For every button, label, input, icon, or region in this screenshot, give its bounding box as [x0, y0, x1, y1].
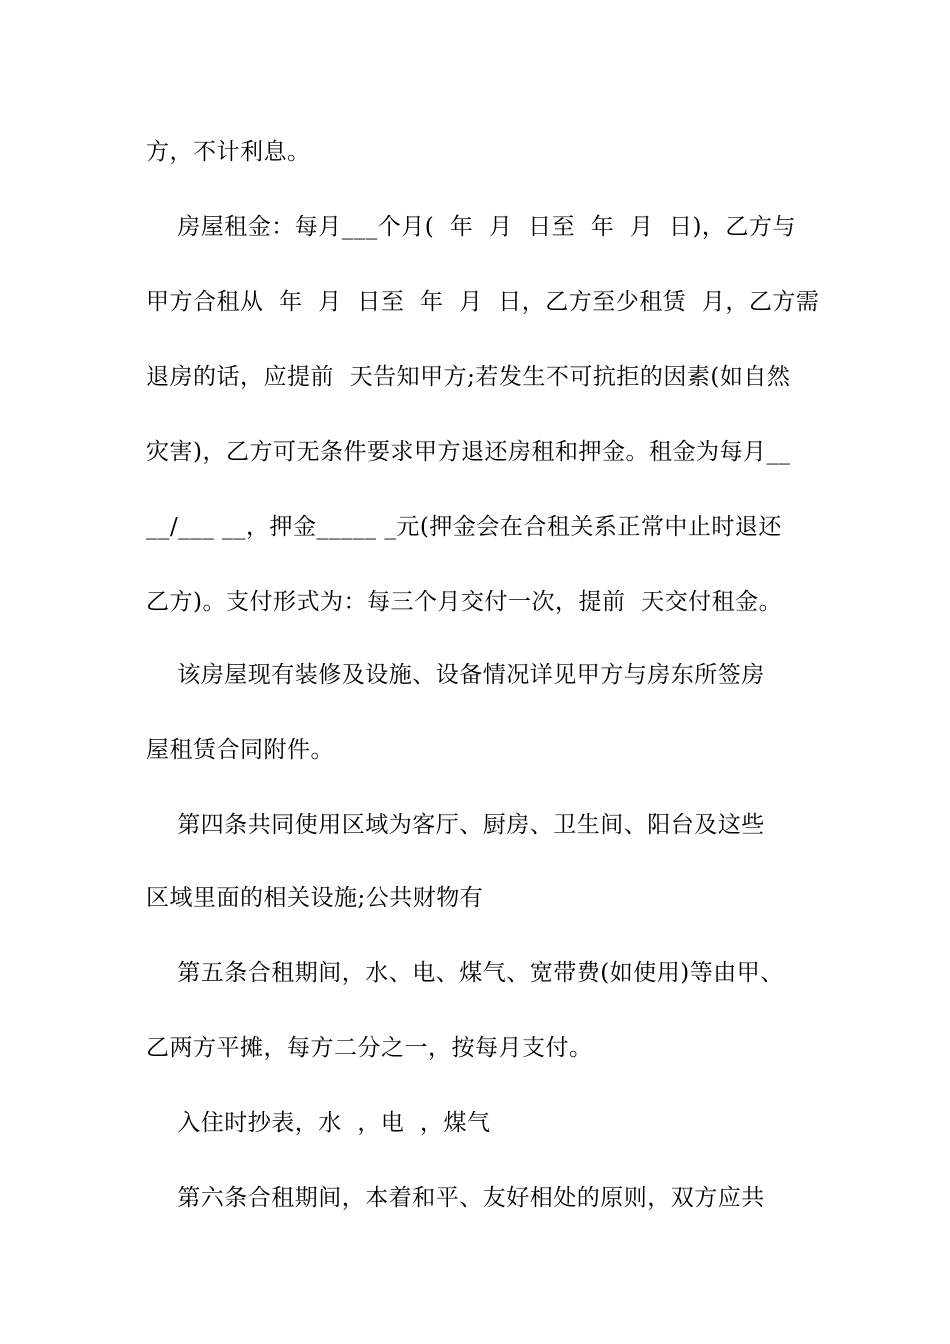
- text-line: 第五条合租期间，水、电、煤气、宽带费(如使用)等由甲、: [146, 960, 784, 986]
- text-line: 灾害)，乙方可无条件要求甲方退还房租和押金。租金为每月__: [146, 439, 791, 465]
- text-line: 入住时抄表，水 ，电 ，煤气: [146, 1110, 491, 1136]
- text-line: 乙方)。支付形式为：每三个月交付一次，提前 天交付租金。: [146, 589, 783, 615]
- text-line: 方，不计利息。: [146, 139, 311, 165]
- text-line: 区域里面的相关设施;公共财物有: [146, 885, 484, 911]
- text-line: 第四条共同使用区域为客厅、厨房、卫生间、阳台及这些: [146, 812, 765, 838]
- text-line: 退房的话，应提前 天告知甲方;若发生不可抗拒的因素(如自然: [146, 364, 791, 390]
- text-line: __/___ __，押金_____ _元(押金会在合租关系正常中止时退还: [146, 514, 782, 540]
- text-line: 甲方合租从 年 月 日至 年 月 日，乙方至少租赁 月，乙方需: [146, 289, 820, 315]
- text-line: 第六条合租期间，本着和平、友好相处的原则，双方应共: [146, 1185, 765, 1211]
- text-line: 乙两方平摊，每方二分之一，按每月支付。: [146, 1035, 593, 1061]
- text-line: 房屋租金：每月___个月( 年 月 日至 年 月 日)，乙方与: [146, 214, 796, 240]
- text-line: 该房屋现有装修及设施、设备情况详见甲方与房东所签房: [146, 662, 765, 688]
- text-line: 屋租赁合同附件。: [146, 737, 334, 763]
